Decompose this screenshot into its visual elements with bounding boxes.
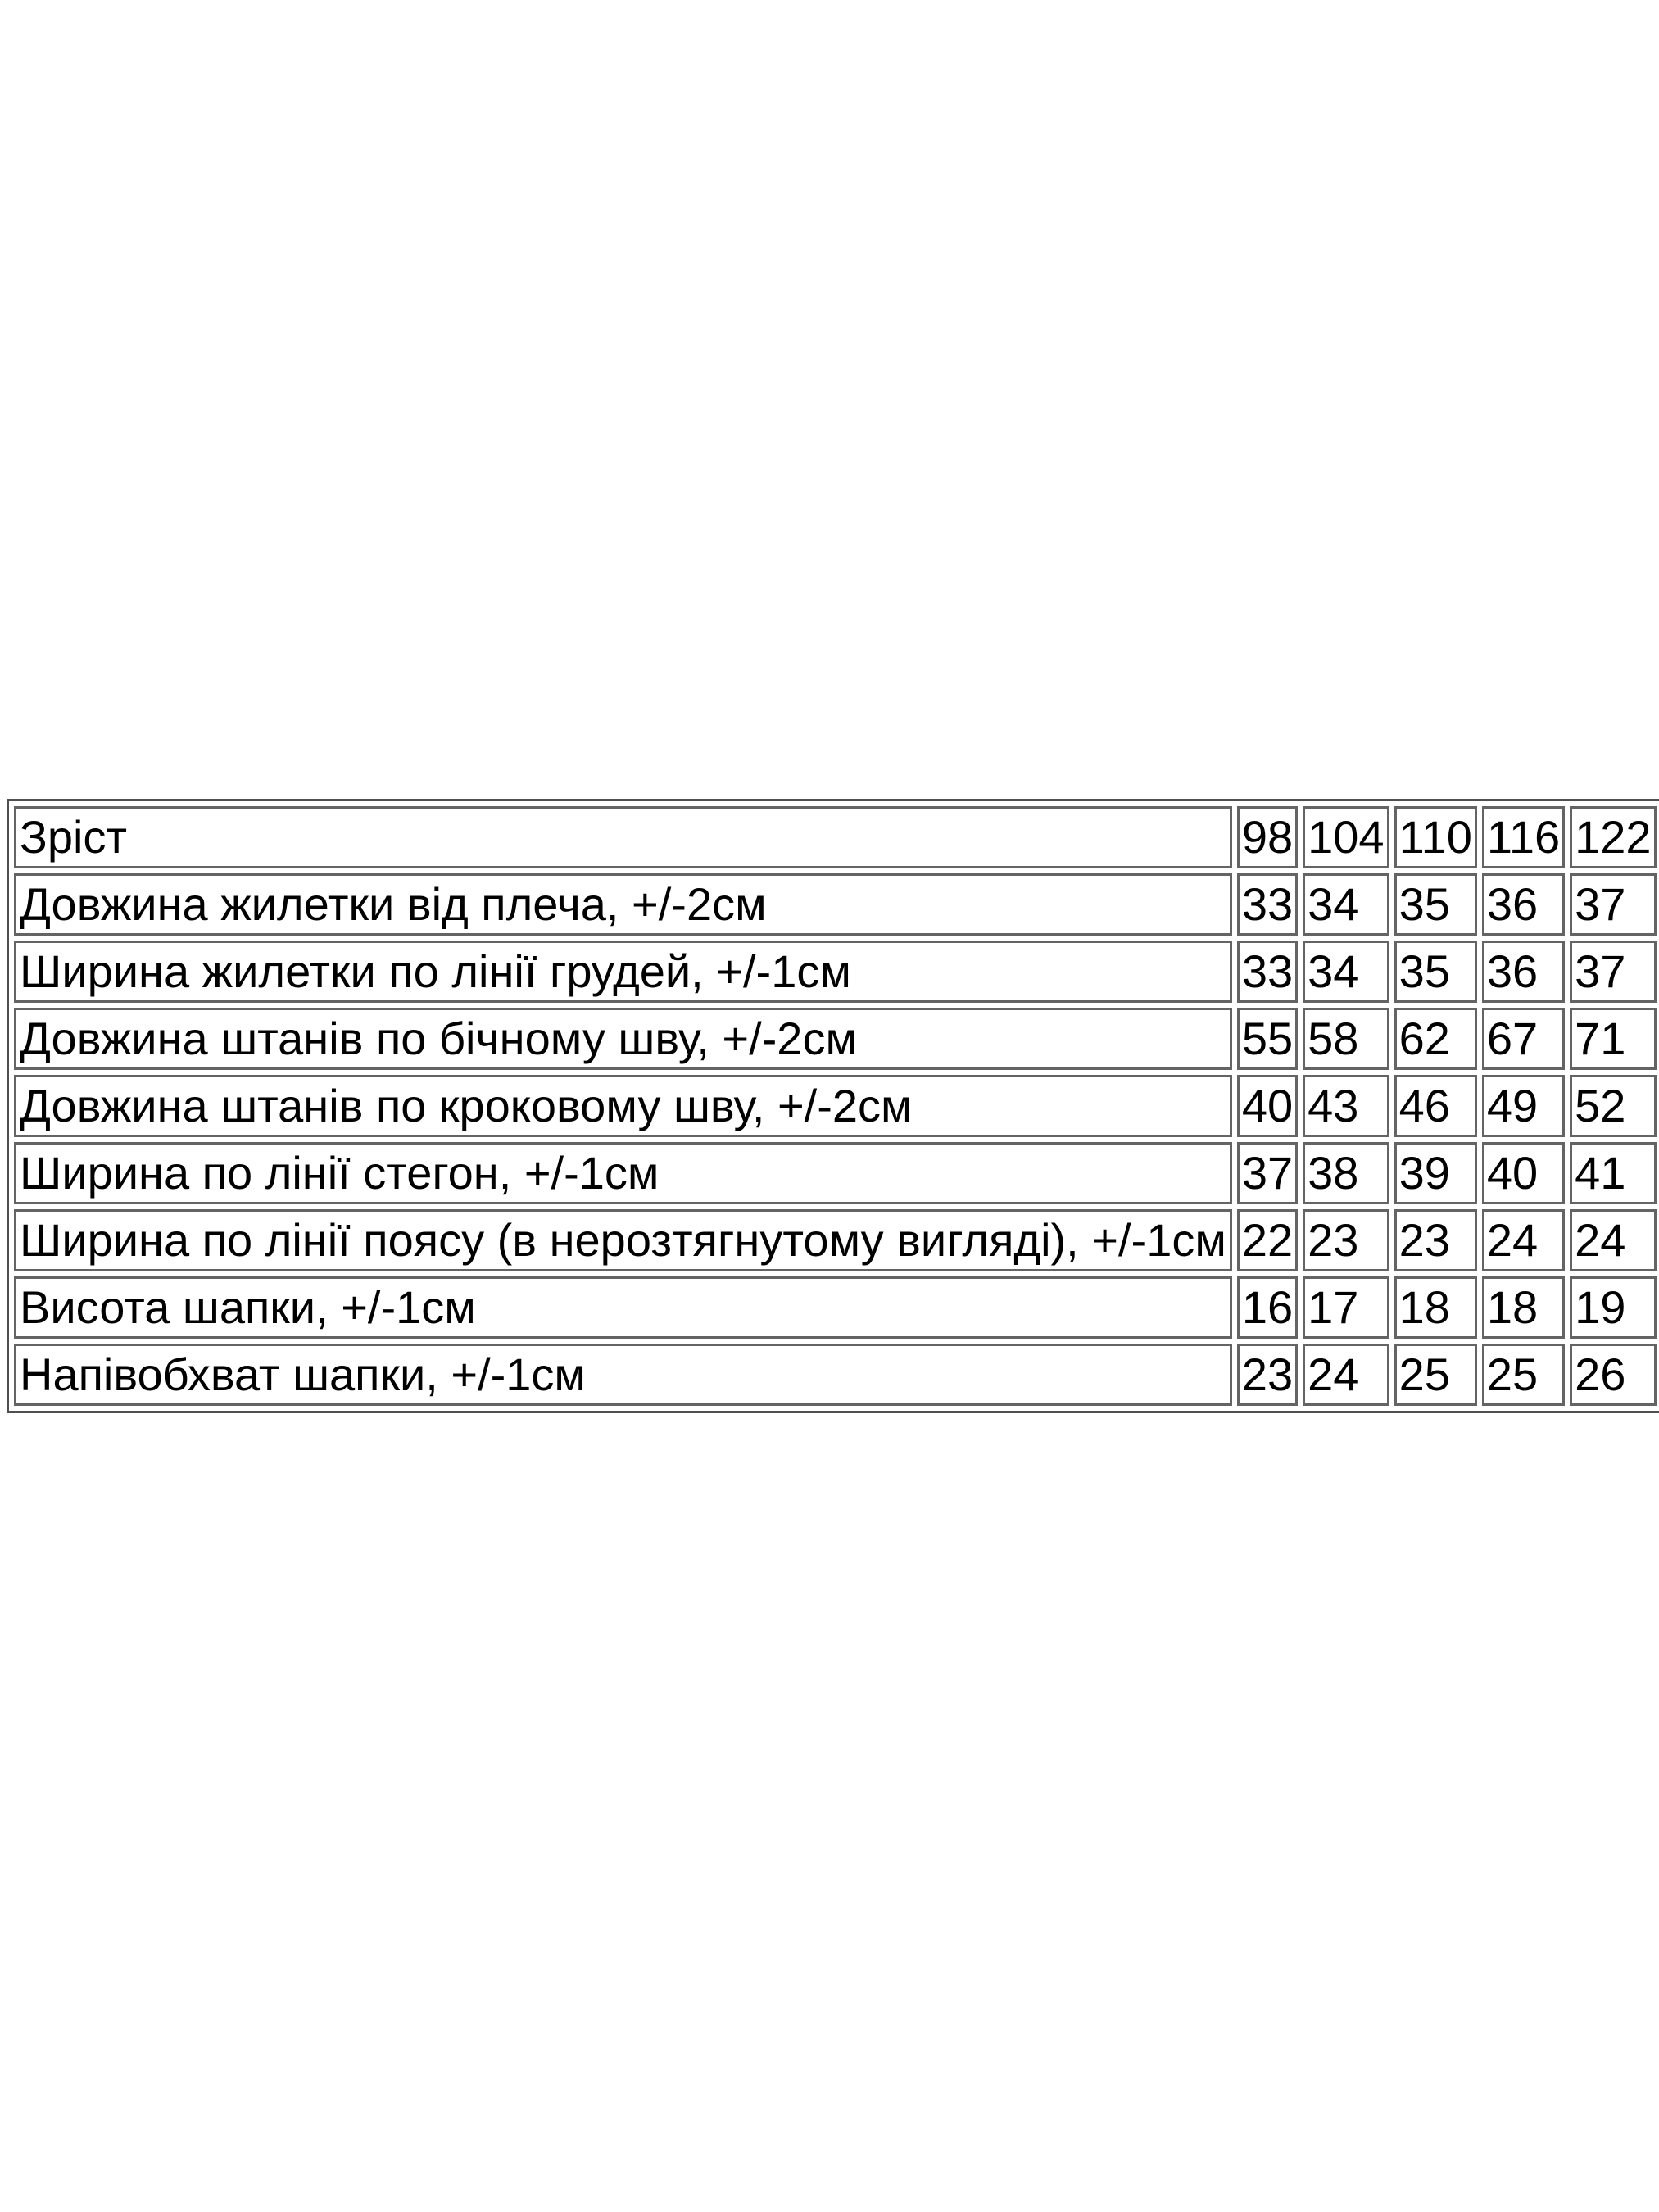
size-value-cell: 67 <box>1482 1008 1565 1070</box>
size-value-cell: 49 <box>1482 1075 1565 1137</box>
size-value-cell: 38 <box>1303 1142 1389 1204</box>
size-table-row <box>14 873 1657 936</box>
size-table-row <box>14 1075 1657 1137</box>
measurement-label-cell: Довжина штанів по кроковому шву, +/-2см <box>14 1075 1232 1137</box>
size-value-cell: 55 <box>1237 1008 1298 1070</box>
size-value-cell: 37 <box>1570 873 1656 936</box>
size-value-cell: 33 <box>1237 941 1298 1003</box>
height-header-label-cell: Зріст <box>14 806 1232 868</box>
size-table-header-row <box>14 806 1657 868</box>
size-value-cell: 22 <box>1237 1209 1298 1271</box>
size-value-cell: 37 <box>1570 941 1656 1003</box>
size-value-cell: 16 <box>1237 1276 1298 1339</box>
size-header-value-cell: 122 <box>1570 806 1656 868</box>
size-value-cell: 46 <box>1394 1075 1477 1137</box>
size-value-cell: 24 <box>1303 1344 1389 1406</box>
size-value-cell: 71 <box>1570 1008 1656 1070</box>
measurement-label-cell: Висота шапки, +/-1см <box>14 1276 1232 1339</box>
size-value-cell: 24 <box>1570 1209 1656 1271</box>
size-value-cell: 18 <box>1482 1276 1565 1339</box>
size-value-cell: 62 <box>1394 1008 1477 1070</box>
size-table-row <box>14 1276 1657 1339</box>
size-chart-table <box>7 799 1659 1413</box>
size-header-value-cell: 104 <box>1303 806 1389 868</box>
size-value-cell: 34 <box>1303 941 1389 1003</box>
measurement-label-cell: Напівобхват шапки, +/-1см <box>14 1344 1232 1406</box>
size-value-cell: 34 <box>1303 873 1389 936</box>
size-value-cell: 35 <box>1394 941 1477 1003</box>
size-chart-table-body <box>14 806 1657 1406</box>
measurement-label-cell: Довжина жилетки від плеча, +/-2см <box>14 873 1232 936</box>
size-value-cell: 26 <box>1570 1344 1656 1406</box>
size-value-cell: 33 <box>1237 873 1298 936</box>
size-header-value-cell: 98 <box>1237 806 1298 868</box>
size-table-row <box>14 1209 1657 1271</box>
size-value-cell: 52 <box>1570 1075 1656 1137</box>
size-value-cell: 35 <box>1394 873 1477 936</box>
size-value-cell: 40 <box>1482 1142 1565 1204</box>
size-value-cell: 18 <box>1394 1276 1477 1339</box>
size-value-cell: 43 <box>1303 1075 1389 1137</box>
size-value-cell: 40 <box>1237 1075 1298 1137</box>
size-table-row <box>14 1344 1657 1406</box>
size-value-cell: 25 <box>1394 1344 1477 1406</box>
size-value-cell: 39 <box>1394 1142 1477 1204</box>
size-table-row <box>14 1142 1657 1204</box>
size-table-row <box>14 941 1657 1003</box>
size-value-cell: 36 <box>1482 873 1565 936</box>
size-value-cell: 19 <box>1570 1276 1656 1339</box>
size-value-cell: 58 <box>1303 1008 1389 1070</box>
size-value-cell: 23 <box>1237 1344 1298 1406</box>
size-value-cell: 41 <box>1570 1142 1656 1204</box>
size-header-value-cell: 116 <box>1482 806 1565 868</box>
size-value-cell: 37 <box>1237 1142 1298 1204</box>
measurement-label-cell: Ширина по лінії поясу (в нерозтягнутому вигляді), +/-1см <box>14 1209 1232 1271</box>
size-table-row <box>14 1008 1657 1070</box>
size-value-cell: 17 <box>1303 1276 1389 1339</box>
size-value-cell: 25 <box>1482 1344 1565 1406</box>
size-value-cell: 36 <box>1482 941 1565 1003</box>
measurement-label-cell: Довжина штанів по бічному шву, +/-2см <box>14 1008 1232 1070</box>
size-value-cell: 24 <box>1482 1209 1565 1271</box>
measurement-label-cell: Ширина по лінії стегон, +/-1см <box>14 1142 1232 1204</box>
size-value-cell: 23 <box>1394 1209 1477 1271</box>
size-value-cell: 23 <box>1303 1209 1389 1271</box>
measurement-label-cell: Ширина жилетки по лінії грудей, +/-1см <box>14 941 1232 1003</box>
size-header-value-cell: 110 <box>1394 806 1477 868</box>
